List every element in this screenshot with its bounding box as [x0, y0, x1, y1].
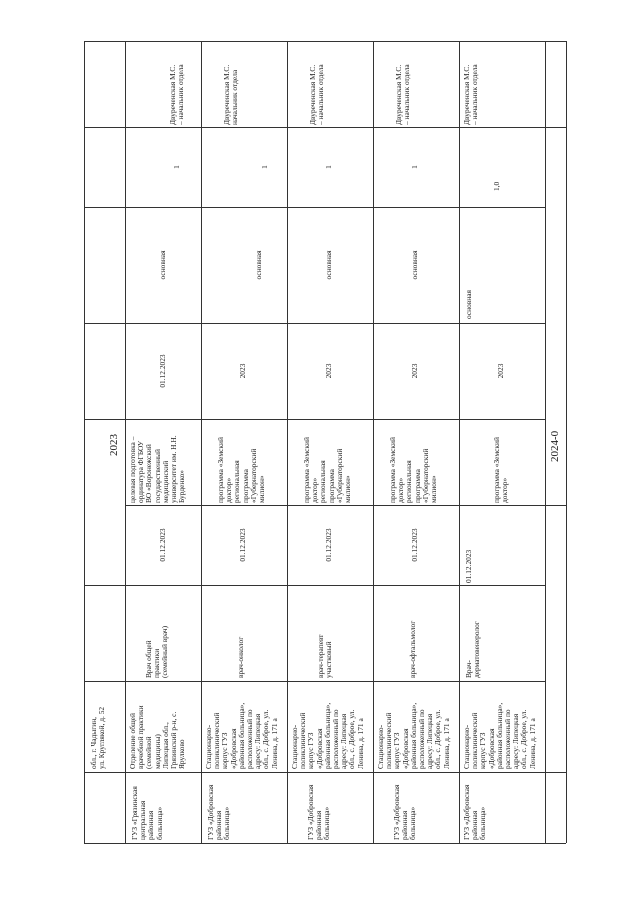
department: Отделение общей врачебной практики (семейной медицины) Липецкая обл., Грязинский р-н, с. Ярулково	[128, 705, 187, 769]
date-start: 01.12.2023	[410, 528, 419, 562]
responsible: Двуреченская М.С. начальник отдела	[222, 64, 240, 125]
position: врач-онколог	[236, 636, 245, 678]
org-name: ГУЗ «Грязинская центральная районная больница»	[130, 786, 164, 840]
table-cell	[373, 505, 459, 585]
table-cell	[201, 505, 287, 585]
date-end: 2023	[324, 363, 333, 379]
org-name: ГУЗ «Добровская районная больница»	[392, 784, 418, 840]
date-start: 01.12.2023	[158, 528, 167, 562]
table-cell	[459, 505, 545, 585]
date-end: 2023	[496, 363, 505, 379]
count: 1	[410, 165, 419, 169]
org-name: ГУЗ «Добровская районная больница»	[206, 784, 232, 840]
table-cell	[201, 127, 287, 207]
table-cell	[373, 323, 459, 419]
table-cell	[201, 681, 287, 772]
basis: основная	[324, 250, 333, 280]
table-cell	[201, 585, 287, 681]
table-row	[201, 772, 287, 843]
department: Стационарно- поликлинический корпус ГУЗ «Добровская районная больница», расположенный по адресу: Липецкая обл., с. Доброе, ул. Ленина, д. 171 а	[376, 702, 451, 769]
table-cell	[459, 323, 545, 419]
table-cell	[287, 127, 373, 207]
table-row	[287, 772, 373, 843]
department: Стационарно- поликлинический корпус ГУЗ «Добровская районная больница», расположенный по адресу: Липецкая обл., с. Доброе, ул. Ленина, д. 171 а	[462, 702, 537, 769]
position: Врач- дерматовенеролог	[464, 621, 482, 678]
program: программа «Земский доктор» региональная программа «Губернаторский милион»	[216, 437, 267, 503]
program: целевая подготовка – ординатура ФГБОУ ВО «Воронежский государственный медицинский университет им. Н.Н. Бурденко»	[128, 435, 187, 503]
date-start: 01.12.2023	[464, 549, 473, 583]
basis: основная	[410, 250, 419, 280]
address-text: обл., г. Чадыгин, ул. Круглякой, д. 52	[89, 706, 107, 769]
grid-line	[566, 41, 567, 843]
count: 1	[260, 165, 269, 169]
date-start: 01.12.2023	[324, 528, 333, 562]
grid-line	[84, 843, 566, 844]
grid-line	[545, 41, 546, 843]
table-cell	[201, 419, 287, 505]
table-cell	[125, 323, 201, 419]
table-cell	[459, 585, 545, 681]
date-end: 2023	[410, 363, 419, 379]
responsible: Двуреченская М.С. – начальник отдела	[168, 64, 186, 125]
table-cell	[287, 505, 373, 585]
date-end: 2023	[238, 363, 247, 379]
table-cell	[287, 207, 373, 323]
table-cell	[125, 681, 201, 772]
table-cell	[125, 585, 201, 681]
table-row	[125, 772, 201, 843]
basis: основная	[158, 250, 167, 280]
org-name: ГУЗ «Добровская районная больница»	[306, 784, 332, 840]
basis: основная	[254, 250, 263, 280]
table-cell	[373, 41, 459, 127]
responsible: Двуреченская М.С. – начальник отдела	[308, 64, 326, 125]
group-header-year: 2023	[108, 434, 120, 456]
table-cell	[201, 207, 287, 323]
table-cell	[287, 585, 373, 681]
table-cell	[125, 505, 201, 585]
position: Врач общей практики (семейный врач)	[144, 625, 170, 678]
table-cell	[459, 207, 545, 323]
basis: основная	[464, 290, 473, 319]
table-cell	[373, 127, 459, 207]
table-cell	[125, 207, 201, 323]
department: Стационарно- поликлинический корпус ГУЗ «Добровская районная больница», расположенный по адресу: Липецкая обл., с. Доброе, ул. Ленина, д. 171 а	[204, 702, 279, 769]
table-cell	[125, 41, 201, 127]
org-name: ГУЗ «Добровская районная больница»	[462, 784, 488, 840]
table-cell	[125, 127, 201, 207]
footer-year-label: 2024-0	[549, 430, 561, 462]
date-start: 01.12.2023	[238, 528, 247, 562]
table-cell	[373, 419, 459, 505]
table-cell	[287, 41, 373, 127]
table-cell	[373, 585, 459, 681]
table-cell	[459, 41, 545, 127]
table-cell	[201, 323, 287, 419]
program: программа «Земский доктор» региональная программа «Губернаторский милион»	[388, 437, 439, 503]
table-cell	[287, 419, 373, 505]
table-cell	[125, 419, 201, 505]
count: 1	[324, 165, 333, 169]
table-cell	[373, 681, 459, 772]
table-cell	[459, 127, 545, 207]
program: программа «Земский доктор» региональная программа «Губернаторский милион»	[302, 437, 353, 503]
position: врач-терапевт участковый	[316, 634, 334, 678]
rate-value: 1,0	[492, 181, 501, 191]
table-row	[459, 772, 545, 843]
table-cell	[201, 41, 287, 127]
table-row	[373, 772, 459, 843]
address-cell	[84, 681, 125, 772]
program: программа «Земский доктор»	[492, 437, 510, 503]
responsible: Двуреченская М.С. – начальник отдела	[394, 64, 412, 125]
table-cell	[373, 207, 459, 323]
table-cell	[459, 419, 545, 505]
table-cell	[459, 681, 545, 772]
department: Стационарно- поликлинический корпус ГУЗ «Добровская районная больница», расположенный по адресу: Липецкая обл., с. Доброе, ул. Ленина, д. 171 а	[290, 702, 365, 769]
date-end: 01.12.2023	[158, 354, 167, 388]
count: 1	[172, 165, 181, 169]
position: врач-офтальмолог	[408, 620, 417, 678]
responsible: Двуреченская М.С. – начальник отдела	[462, 64, 480, 125]
table-cell	[287, 323, 373, 419]
table-cell	[287, 681, 373, 772]
